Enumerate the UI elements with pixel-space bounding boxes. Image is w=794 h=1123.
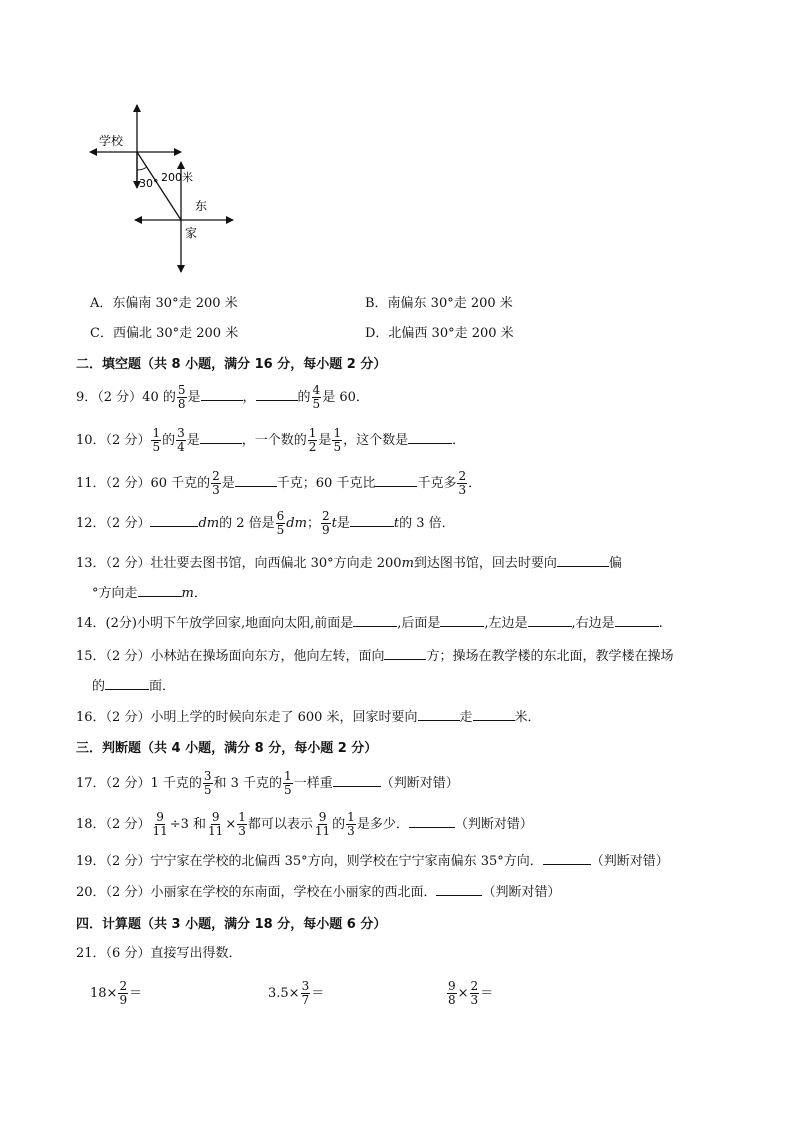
question-15-line-2: 的 面．: [92, 675, 175, 697]
angle-arc: [137, 167, 147, 170]
question-16: 16．（2 分）小明上学的时候向东走了 600 米，回家时要向 走 米．: [76, 706, 541, 728]
question-11: 11．（2 分）60 千克的 $\frac{2}{3}$ 是 千克；60 千克比 千克多 $\frac{2}{3}$ ．: [76, 469, 482, 497]
question-14: 14．(2分)小明下午放学回家,地面向太阳,前面是 ,后面是 ,左边是 ,右边是 .: [76, 612, 663, 634]
answer-blank[interactable]: [105, 675, 149, 690]
expression-3: $\frac{9}{8}$ × $\frac{2}{3}$ ＝: [448, 979, 494, 1007]
answer-blank[interactable]: [418, 706, 460, 721]
answer-blank[interactable]: [409, 813, 455, 828]
answer-blank[interactable]: [440, 612, 484, 627]
answer-blank[interactable]: [353, 612, 397, 627]
distance-label: 200米: [161, 171, 193, 184]
expression-1: 18× $\frac{2}{9}$ ＝: [90, 979, 143, 1007]
answer-blank[interactable]: [201, 386, 243, 401]
answer-blank[interactable]: [333, 772, 381, 787]
angle-label: 30°: [139, 177, 159, 190]
question-13-line-2: °方向走 m．: [92, 582, 207, 604]
option-c[interactable]: C．西偏北 30°走 200 米: [90, 326, 239, 341]
question-15-line-1: 15．（2 分）小林站在操场面向东方，他向左转，面向 方；操场在教学楼的东北面，教学楼在操场: [76, 645, 673, 667]
question-18: 18．（2 分） $\frac{9}{11}$ ÷3 和 $\frac{9}{11}$ × $\frac{1}{3}$ 都可以表示 $\frac{9}{11}$ 的 $\frac{1}{3}$ 是多少． （判断对错）: [76, 810, 533, 838]
answer-blank[interactable]: [436, 881, 482, 896]
option-d[interactable]: D．北偏西 30°走 200 米: [365, 326, 514, 341]
answer-blank[interactable]: [235, 472, 277, 487]
question-12: 12．（2 分） dm的 2 倍是 $\frac{6}{5}$ dm； $\frac{2}{9}$ t是 t的 3 倍．: [76, 509, 455, 537]
answer-blank[interactable]: [350, 512, 394, 527]
answer-blank[interactable]: [557, 552, 609, 567]
east-label: 东: [195, 199, 208, 213]
answer-blank[interactable]: [615, 612, 659, 627]
answer-blank[interactable]: [528, 612, 572, 627]
question-17: 17．（2 分）1 千克的 $\frac{3}{5}$ 和 3 千克的 $\frac{1}{5}$ 一样重 （判断对错）: [76, 769, 459, 797]
answer-blank[interactable]: [150, 512, 198, 527]
expression-2: 3.5× $\frac{3}{7}$ ＝: [268, 979, 325, 1007]
answer-blank[interactable]: [375, 472, 417, 487]
question-13-line-1: 13．（2 分）壮壮要去图书馆，向西偏北 30°方向走 200m到达图书馆，回去时要向 偏: [76, 552, 622, 574]
answer-blank[interactable]: [256, 386, 298, 401]
answer-blank[interactable]: [138, 582, 182, 597]
section-true-false: 三．判断题（共 4 小题，满分 8 分，每小题 2 分）: [76, 741, 378, 756]
option-b[interactable]: B．南偏东 30°走 200 米: [365, 296, 513, 311]
home-label: 家: [185, 226, 198, 240]
answer-blank[interactable]: [384, 645, 426, 660]
question-10: 10．（2 分） $\frac{1}{5}$ 的 $\frac{3}{4}$ 是 ，一个数的 $\frac{1}{2}$ 是 $\frac{1}{5}$ ，这个数是 ．: [76, 426, 466, 454]
school-label: 学校: [99, 134, 124, 148]
answer-blank[interactable]: [408, 429, 452, 444]
section-fill-in: 二．填空题（共 8 小题，满分 16 分，每小题 2 分）: [76, 357, 387, 372]
option-a[interactable]: A．东偏南 30°走 200 米: [90, 296, 238, 311]
question-9: 9．（2 分）40 的 $\frac{5}{8}$ 是 ， 的 $\frac{4}{5}$ 是 60．: [76, 383, 369, 411]
section-calculation: 四．计算题（共 3 小题，满分 18 分，每小题 6 分）: [76, 917, 387, 932]
answer-blank[interactable]: [473, 706, 515, 721]
question-19: 19．（2 分）宁宁家在学校的北偏西 35°方向，则学校在宁宁家南偏东 35°方向． （判断对错）: [76, 850, 669, 872]
question-21: 21．（6 分）直接写出得数．: [76, 946, 242, 961]
direction-diagram: [85, 100, 245, 275]
question-20: 20．（2 分）小丽家在学校的东南面，学校在小丽家的西北面． （判断对错）: [76, 881, 560, 903]
answer-blank[interactable]: [543, 850, 591, 865]
answer-blank[interactable]: [200, 429, 242, 444]
